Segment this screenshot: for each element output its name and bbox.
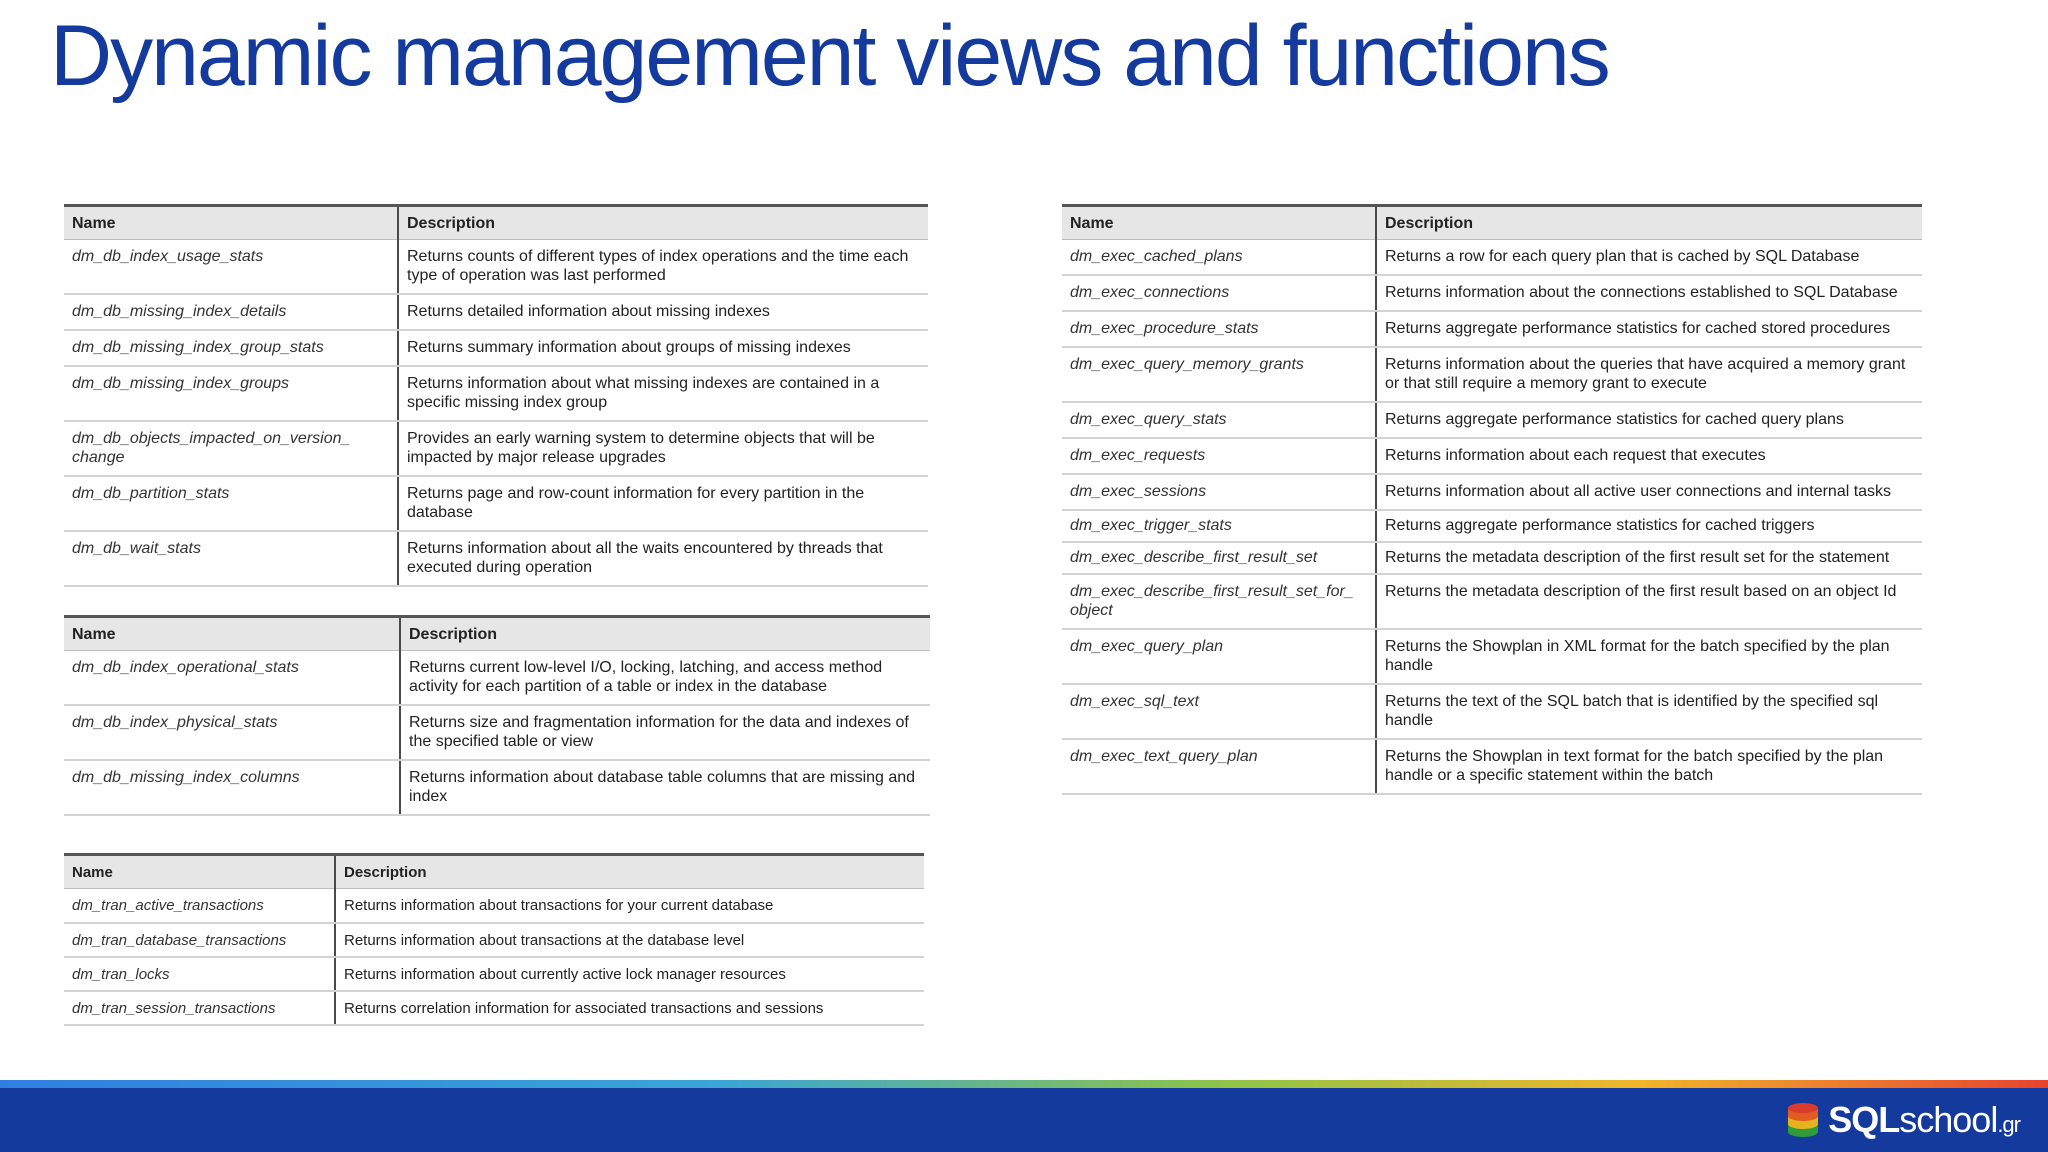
table-row <box>1062 474 1922 510</box>
dmv-description: Returns the metadata description of the first result based on an object Id <box>1376 574 1922 629</box>
name-column-header: Name <box>64 855 335 889</box>
table-row <box>64 366 928 421</box>
dmv-name: dm_exec_connections <box>1062 275 1376 311</box>
dmv-description: Provides an early warning system to determine objects that will be impacted by major release upgrades <box>398 421 928 476</box>
description-column-header: Description <box>398 206 928 240</box>
table-header-row <box>64 855 924 889</box>
dmv-name: dm_exec_requests <box>1062 438 1376 474</box>
table-row <box>1062 402 1922 438</box>
sqlschool-logo <box>1786 1098 2020 1142</box>
name-column-header: Name <box>1062 206 1376 240</box>
table-row <box>64 421 928 476</box>
dmv-name: dm_tran_active_transactions <box>64 889 335 923</box>
dmv-description: Returns counts of different types of index operations and the time each type of operation was last performed <box>398 240 928 295</box>
dmv-name: dm_exec_query_stats <box>1062 402 1376 438</box>
dmv-name: dm_exec_describe_first_result_set_for_ object <box>1062 574 1376 629</box>
dmv-description: Returns size and fragmentation information for the data and indexes of the specified table or view <box>400 705 930 760</box>
dmv-name: dm_db_index_operational_stats <box>64 651 400 706</box>
table-row <box>1062 240 1922 276</box>
brand-tld: .gr <box>1997 1112 2020 1137</box>
dmv-name: dm_tran_database_transactions <box>64 923 335 957</box>
table-row <box>1062 574 1922 629</box>
brand-light: school <box>1899 1099 1998 1140</box>
dmv-description: Returns correlation information for associated transactions and sessions <box>335 991 924 1025</box>
description-column-header: Description <box>1376 206 1922 240</box>
name-column-header: Name <box>64 617 400 651</box>
table-row <box>1062 739 1922 794</box>
table-row <box>64 240 928 295</box>
brand-wordmark <box>1828 1099 2020 1141</box>
dmv-description: Returns information about all the waits encountered by threads that executed during operation <box>398 531 928 586</box>
footer-color-stripe <box>0 1080 2048 1088</box>
db-index-functions-table <box>64 615 930 816</box>
table-row <box>1062 275 1922 311</box>
dmv-description: Returns current low-level I/O, locking, latching, and access method activity for each partition of a table or index in the database <box>400 651 930 706</box>
dmv-name: dm_exec_cached_plans <box>1062 240 1376 276</box>
table-row <box>1062 347 1922 402</box>
footer-bar <box>0 1088 2048 1152</box>
dmv-name: dm_exec_procedure_stats <box>1062 311 1376 347</box>
table-header-row <box>64 617 930 651</box>
table-row <box>1062 629 1922 684</box>
dmv-name: dm_exec_sessions <box>1062 474 1376 510</box>
db-index-views-table <box>64 204 928 587</box>
table-row <box>64 294 928 330</box>
dmv-name: dm_exec_trigger_stats <box>1062 510 1376 542</box>
dmv-description: Returns a row for each query plan that is cached by SQL Database <box>1376 240 1922 276</box>
table-row <box>64 531 928 586</box>
dmv-name: dm_exec_query_plan <box>1062 629 1376 684</box>
table-row <box>64 476 928 531</box>
dmv-name: dm_tran_session_transactions <box>64 991 335 1025</box>
dmv-description: Returns information about all active user connections and internal tasks <box>1376 474 1922 510</box>
table-row <box>1062 684 1922 739</box>
name-column-header: Name <box>64 206 398 240</box>
dmv-name: dm_db_missing_index_groups <box>64 366 398 421</box>
dmv-description: Returns summary information about groups of missing indexes <box>398 330 928 366</box>
dmv-description: Returns detailed information about missing indexes <box>398 294 928 330</box>
table-row <box>1062 311 1922 347</box>
dmv-name: dm_db_missing_index_details <box>64 294 398 330</box>
description-column-header: Description <box>335 855 924 889</box>
description-column-header: Description <box>400 617 930 651</box>
table-header-row <box>1062 206 1922 240</box>
table-row <box>1062 542 1922 574</box>
dmv-name: dm_db_objects_impacted_on_version_ change <box>64 421 398 476</box>
dmv-description: Returns information about the connections established to SQL Database <box>1376 275 1922 311</box>
table-row <box>64 957 924 991</box>
dmv-description: Returns information about each request that executes <box>1376 438 1922 474</box>
dmv-description: Returns the metadata description of the first result set for the statement <box>1376 542 1922 574</box>
dmv-name: dm_exec_describe_first_result_set <box>1062 542 1376 574</box>
dmv-description: Returns aggregate performance statistics for cached query plans <box>1376 402 1922 438</box>
dmv-description: Returns information about transactions for your current database <box>335 889 924 923</box>
table-row <box>64 651 930 706</box>
transaction-views-table <box>64 853 924 1026</box>
dmv-description: Returns information about transactions at the database level <box>335 923 924 957</box>
dmv-name: dm_db_index_usage_stats <box>64 240 398 295</box>
table-row <box>64 705 930 760</box>
dmv-description: Returns aggregate performance statistics for cached stored procedures <box>1376 311 1922 347</box>
table-row <box>64 923 924 957</box>
dmv-description: Returns the Showplan in XML format for the batch specified by the plan handle <box>1376 629 1922 684</box>
table-row <box>64 889 924 923</box>
database-stack-icon <box>1786 1101 1820 1139</box>
dmv-name: dm_tran_locks <box>64 957 335 991</box>
dmv-description: Returns the Showplan in text format for the batch specified by the plan handle or a specific statement within the batch <box>1376 739 1922 794</box>
table-row <box>64 760 930 815</box>
dmv-description: Returns information about database table columns that are missing and index <box>400 760 930 815</box>
dmv-description: Returns the text of the SQL batch that is identified by the specified sql handle <box>1376 684 1922 739</box>
table-row <box>64 330 928 366</box>
table-row <box>1062 438 1922 474</box>
execution-views-table <box>1062 204 1922 795</box>
slide-title: Dynamic management views and functions <box>50 8 1609 104</box>
dmv-name: dm_db_missing_index_group_stats <box>64 330 398 366</box>
dmv-description: Returns information about the queries that have acquired a memory grant or that still require a memory grant to execute <box>1376 347 1922 402</box>
dmv-description: Returns information about currently active lock manager resources <box>335 957 924 991</box>
dmv-name: dm_exec_text_query_plan <box>1062 739 1376 794</box>
dmv-name: dm_db_missing_index_columns <box>64 760 400 815</box>
brand-bold: SQL <box>1828 1099 1900 1140</box>
table-header-row <box>64 206 928 240</box>
table-row <box>64 991 924 1025</box>
table-row <box>1062 510 1922 542</box>
dmv-name: dm_exec_query_memory_grants <box>1062 347 1376 402</box>
dmv-name: dm_db_partition_stats <box>64 476 398 531</box>
dmv-description: Returns information about what missing indexes are contained in a specific missing index group <box>398 366 928 421</box>
dmv-name: dm_db_wait_stats <box>64 531 398 586</box>
dmv-description: Returns page and row-count information for every partition in the database <box>398 476 928 531</box>
dmv-name: dm_exec_sql_text <box>1062 684 1376 739</box>
dmv-description: Returns aggregate performance statistics for cached triggers <box>1376 510 1922 542</box>
dmv-name: dm_db_index_physical_stats <box>64 705 400 760</box>
